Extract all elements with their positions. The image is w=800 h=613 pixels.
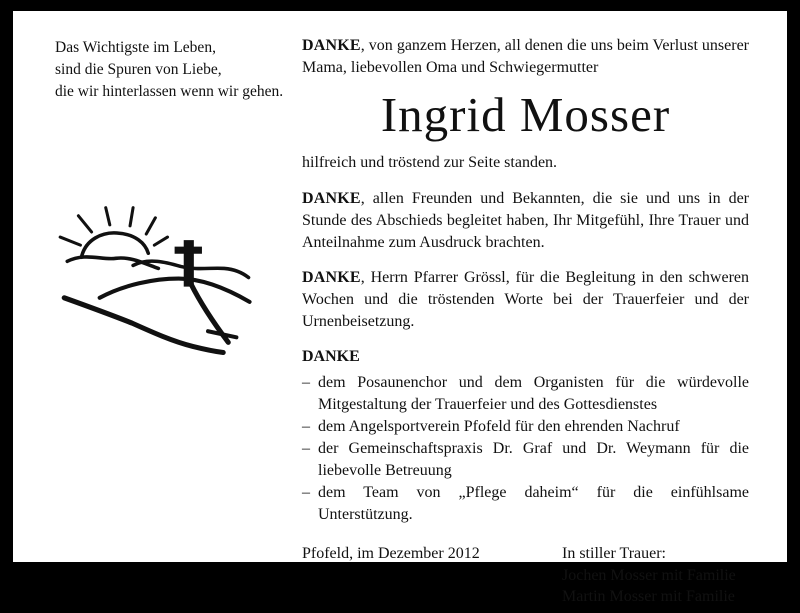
thanks-paragraph-friends	[302, 188, 749, 254]
thanks-paragraph-pfarrer	[302, 267, 749, 333]
sun-ray-icon	[78, 216, 91, 232]
dash-bullet: –	[302, 418, 310, 435]
hill-line-icon	[100, 279, 250, 302]
intro-paragraph	[302, 35, 749, 79]
sun-ray-icon	[130, 208, 133, 226]
thanks-heading: DANKE	[302, 348, 360, 365]
thanks-item-text: der Gemeinschaftspraxis Dr. Graf und Dr. Weymann für die liebevolle Betreuung	[318, 440, 749, 479]
intro-text: , von ganzem Herzen, all denen die uns beim Verlust unserer Mama, liebevollen Oma und Schwiegermutter	[302, 37, 749, 76]
thanks-item-text: dem Angelsportverein Pfofeld für den ehrenden Nachruf	[318, 418, 680, 435]
dash-bullet: –	[302, 440, 310, 457]
thanks-item-angelsportverein	[302, 416, 749, 438]
sun-ray-icon	[106, 208, 110, 225]
thanks-item-gemeinschaftspraxis	[302, 438, 749, 482]
after-name-line: hilfreich und tröstend zur Seite standen.	[302, 154, 558, 171]
thanks-item-text: dem Team von „Pflege daheim“ für die einfühlsame Unterstützung.	[318, 484, 749, 523]
thanks-list	[302, 372, 749, 526]
sun-arc-icon	[81, 233, 148, 257]
footer-row	[302, 543, 749, 613]
hill-line-icon	[64, 298, 223, 353]
dash-bullet: –	[302, 374, 310, 391]
danke-emphasis: DANKE	[302, 269, 361, 286]
dash-bullet: –	[302, 484, 310, 501]
mourner-name-2: Martin Mosser mit Familie	[562, 588, 735, 605]
danke-emphasis: DANKE	[302, 190, 361, 207]
sunrise-cross-drawing	[47, 186, 285, 361]
paragraph-text: , Herrn Pfarrer Grössl, für die Begleitung in den schweren Wochen und die tröstenden Worte bei der Trauerfeier und der Urnenbeisetzung.	[302, 269, 749, 330]
thanks-item-text: dem Posaunenchor und dem Organisten für die würdevolle Mitgestaltung der Trauerfeier und des Gottesdienstes	[318, 374, 749, 413]
mourners-block	[562, 543, 736, 608]
mourner-name-1: Jochen Mosser mit Familie	[562, 566, 736, 584]
sun-ray-icon	[60, 237, 80, 245]
quote-line-1: Das Wichtigste im Leben,	[55, 39, 216, 56]
quote-line-3: die wir hinterlassen wenn wir gehen.	[55, 83, 284, 100]
closing-line: In stiller Trauer:	[562, 545, 666, 562]
main-text-column	[302, 35, 749, 613]
sun-ray-icon	[154, 237, 167, 245]
deceased-name: Ingrid Mosser	[380, 87, 671, 142]
memorial-quote	[55, 37, 283, 103]
paragraph-text: , allen Freunden und Bekannten, die sie und uns in der Stunde des Abschieds begleitet haben, Ihr Mitgefühl, Ihre Trauer und Anteilnahme zum Ausdruck brachten.	[302, 190, 749, 251]
thanks-item-posaunenchor	[302, 372, 749, 416]
sun-ray-icon	[146, 218, 155, 234]
thanks-item-pflege-daheim	[302, 482, 749, 526]
place-date: Pfofeld, im Dezember 2012	[302, 545, 480, 562]
paper	[13, 11, 787, 605]
danke-emphasis: DANKE	[302, 37, 361, 54]
quote-line-2: sind die Spuren von Liebe,	[55, 61, 222, 78]
